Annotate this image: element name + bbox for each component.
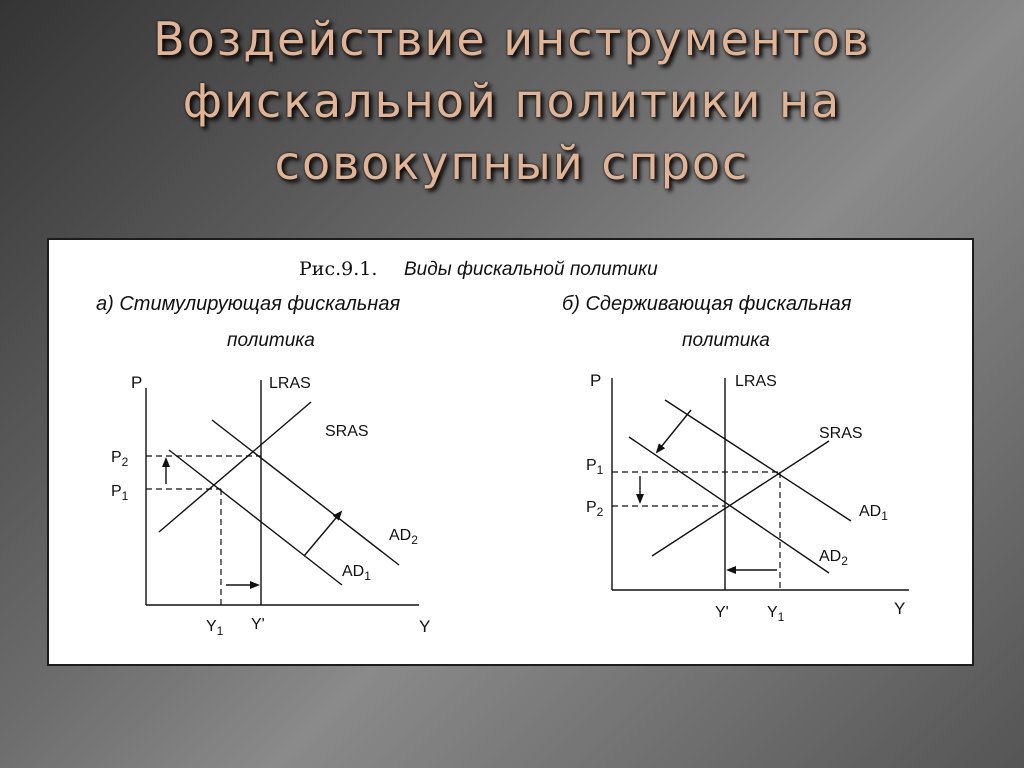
panel-b-p2-label: $P_2$ xyxy=(586,499,604,519)
title-line-3: совокупный спрос xyxy=(274,136,750,190)
panel-b-sras-label: SRAS xyxy=(819,425,863,442)
panel-b-sras-line xyxy=(652,441,829,556)
panel-a-ad-shift-arrow xyxy=(304,512,341,556)
title-line-2: фискальной политики на xyxy=(182,74,842,128)
panel-b-title-line2: политика xyxy=(682,330,770,351)
panel-a-title-line1: а) Стимулирующая фискальная xyxy=(96,293,401,315)
panel-b-ad1-label: $AD_1$ xyxy=(859,503,888,523)
panel-b-axis-p-label: P xyxy=(590,371,602,390)
panel-b-ad1-line xyxy=(665,400,851,521)
panel-a-y1-label: $Y_1$ xyxy=(206,618,224,638)
panel-b-axis-y-label: Y xyxy=(894,599,906,618)
panel-a-p2-label: $P_2$ xyxy=(111,449,129,469)
panel-a-sras-label: SRAS xyxy=(325,423,369,440)
panel-a-ad2-line xyxy=(212,420,399,565)
panel-a-p1-label: $P_1$ xyxy=(111,483,129,503)
panel-b-p1-label: $P_1$ xyxy=(586,457,604,477)
caption-number: Рис.9.1. xyxy=(299,258,378,280)
panel-b-title-line1: б) Сдерживающая фискальная xyxy=(562,293,852,315)
figure-panel xyxy=(47,238,974,666)
panel-a-ad1-label: $AD_1$ xyxy=(342,563,371,583)
panel-b-y1-label: $Y_1$ xyxy=(767,604,785,624)
slide-title xyxy=(40,8,984,194)
panel-a-sras-line xyxy=(159,402,311,532)
panel-b-graph xyxy=(586,371,909,624)
panel-a-graph xyxy=(111,373,430,638)
panel-b-ystar-label: Y' xyxy=(715,604,729,621)
panel-a-title-line2: политика xyxy=(227,330,315,351)
panel-b-ad2-line xyxy=(629,437,829,573)
panel-a-lras-label: LRAS xyxy=(269,375,311,392)
caption-title: Виды фискальной политики xyxy=(404,259,658,280)
title-line-1: Воздействие инструментов xyxy=(153,12,871,66)
panel-a-ystar-label: Y' xyxy=(251,616,265,633)
panel-b-ad-shift-arrow xyxy=(657,410,691,452)
panel-b-lras-label: LRAS xyxy=(735,373,777,390)
panel-a-ad1-line xyxy=(169,450,342,585)
panel-b-ad2-label: $AD_2$ xyxy=(819,548,848,568)
panel-a-ad2-label: $AD_2$ xyxy=(389,527,418,547)
fiscal-policy-diagram xyxy=(49,240,976,668)
panel-a-axis-y-label: Y xyxy=(419,617,431,636)
panel-a-axis-p-label: P xyxy=(131,373,143,392)
